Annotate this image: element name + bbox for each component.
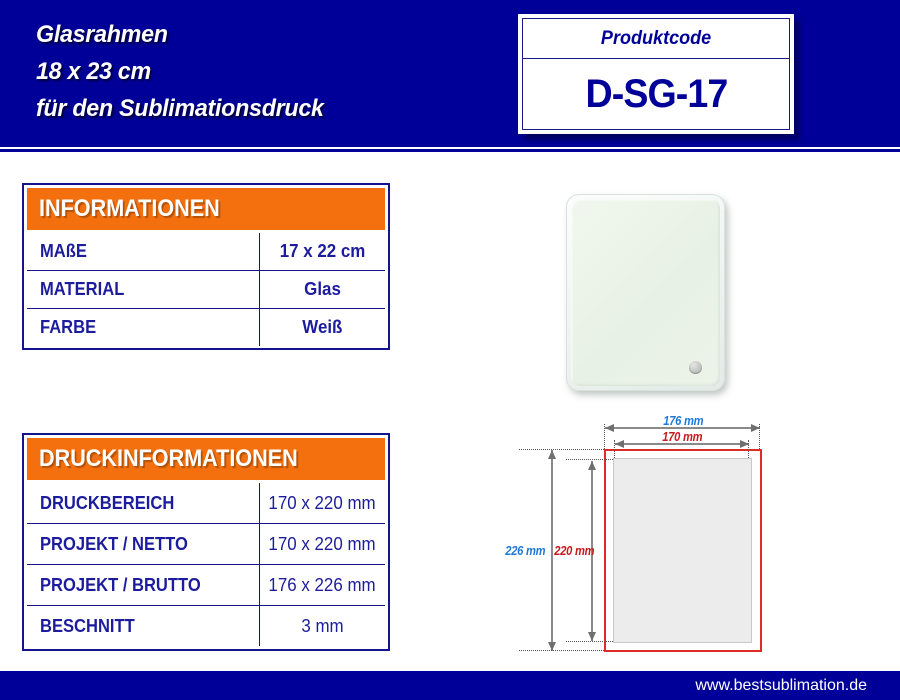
outer-width-dimension bbox=[604, 413, 762, 428]
glass-pane bbox=[571, 199, 720, 386]
dim-guide-line bbox=[566, 641, 613, 642]
row-value-cell bbox=[259, 524, 385, 564]
outer-height-value: 226 mm bbox=[505, 543, 546, 558]
row-label-cell bbox=[27, 524, 259, 564]
product-code-value: D-SG-17 bbox=[585, 71, 727, 116]
print-info-table bbox=[22, 433, 390, 651]
product-code-box bbox=[518, 14, 794, 134]
row-label-cell bbox=[27, 233, 259, 270]
page-title-line-2: 18 x 23 cm bbox=[36, 58, 151, 85]
row-label: FARBE bbox=[40, 317, 97, 337]
page-title bbox=[36, 16, 333, 127]
row-value: Glas bbox=[304, 279, 341, 299]
inner-width-dimension bbox=[613, 429, 752, 444]
row-label-cell bbox=[27, 483, 259, 523]
inner-width-value: 170 mm bbox=[662, 429, 703, 444]
inner-height-value: 220 mm bbox=[554, 543, 595, 558]
row-value-cell bbox=[259, 565, 385, 605]
page-title-line-1: Glasrahmen bbox=[36, 21, 168, 48]
footer-website-link[interactable]: www.bestsublimation.de bbox=[695, 676, 867, 694]
suction-hole-dot bbox=[689, 361, 702, 374]
glass-frame-product-image bbox=[566, 194, 725, 391]
row-label-cell bbox=[27, 565, 259, 605]
row-value: 17 x 22 cm bbox=[279, 241, 366, 261]
row-value-cell bbox=[259, 309, 385, 346]
table-row bbox=[27, 564, 385, 605]
dimension-diagram bbox=[495, 405, 800, 670]
row-label-cell bbox=[27, 309, 259, 346]
inner-height-dimension bbox=[551, 543, 595, 558]
row-label-cell bbox=[27, 271, 259, 308]
product-code-value-cell bbox=[523, 59, 789, 129]
row-value-cell bbox=[259, 606, 385, 646]
print-info-table-rows bbox=[27, 483, 385, 646]
footer-band bbox=[0, 671, 900, 700]
table-row bbox=[27, 270, 385, 308]
print-info-table-header bbox=[27, 438, 385, 480]
row-label: PROJEKT / BRUTTO bbox=[40, 574, 201, 595]
row-value: Weiß bbox=[302, 317, 343, 337]
table-row bbox=[27, 523, 385, 564]
info-table-header bbox=[27, 188, 385, 230]
row-label: PROJEKT / NETTO bbox=[40, 533, 188, 554]
row-value: 170 x 220 mm bbox=[268, 533, 377, 554]
table-row bbox=[27, 483, 385, 523]
header-divider-rule bbox=[0, 149, 900, 152]
print-area-rect bbox=[613, 458, 752, 643]
row-value: 3 mm bbox=[301, 615, 344, 636]
dim-guide-line bbox=[519, 449, 604, 450]
row-value-cell bbox=[259, 271, 385, 308]
row-label: MAßE bbox=[40, 241, 87, 261]
row-value: 170 x 220 mm bbox=[268, 492, 377, 513]
product-code-label-cell bbox=[523, 19, 789, 59]
table-row bbox=[27, 233, 385, 270]
row-label: DRUCKBEREICH bbox=[40, 492, 175, 513]
info-table-title: INFORMATIONEN bbox=[39, 195, 220, 222]
info-table bbox=[22, 183, 390, 350]
row-value-cell bbox=[259, 483, 385, 523]
dim-guide-line bbox=[566, 459, 613, 460]
page-title-line-3: für den Sublimationsdruck bbox=[36, 95, 324, 122]
outer-width-value: 176 mm bbox=[662, 413, 704, 428]
product-code-label: Produktcode bbox=[600, 27, 712, 49]
info-table-rows bbox=[27, 233, 385, 346]
row-label: BESCHNITT bbox=[40, 615, 135, 636]
row-label-cell bbox=[27, 606, 259, 646]
row-label: MATERIAL bbox=[40, 279, 125, 299]
print-info-table-title: DRUCKINFORMATIONEN bbox=[39, 445, 298, 472]
table-row bbox=[27, 605, 385, 646]
row-value: 176 x 226 mm bbox=[268, 574, 377, 595]
row-value-cell bbox=[259, 233, 385, 270]
outer-height-dimension bbox=[501, 543, 549, 558]
table-row bbox=[27, 308, 385, 346]
product-code-frame bbox=[522, 18, 790, 130]
dim-guide-line bbox=[519, 650, 604, 651]
